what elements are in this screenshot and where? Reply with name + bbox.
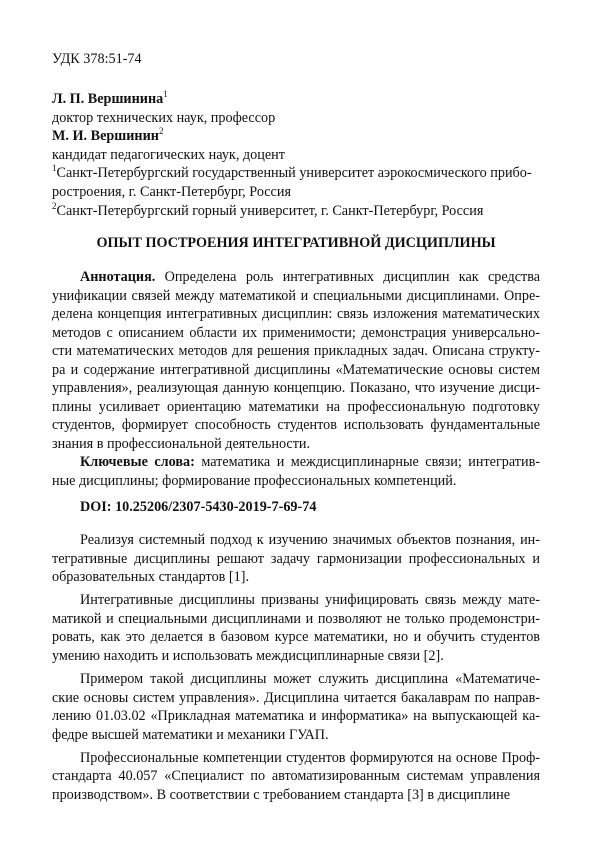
author-1 bbox=[52, 90, 540, 109]
author-1-sup: 1 bbox=[163, 89, 168, 99]
keywords-label: Ключевые слова: bbox=[80, 454, 195, 471]
body-paragraph-1: Реализуя системный подход к изучению значимых объектов познания, ин-тегративные дисциплины решают задачу гармонизации профессиональных и образовательных стандартов [1]. bbox=[52, 532, 540, 586]
affiliation-2-line1: Санкт-Петербургский горный университет, г. Санкт-Петербург, Россия bbox=[56, 202, 484, 219]
article-title: ОПЫТ ПОСТРОЕНИЯ ИНТЕГРАТИВНОЙ ДИСЦИПЛИНЫ bbox=[96, 235, 496, 251]
body-paragraph-4: Профессиональные компетенции студентов формируются на основе Проф-стандарта 40.057 «Специалист по автоматизированным системам управления производством». В соответствии с требованием стандарта [3] в дисциплине bbox=[52, 749, 540, 803]
author-1-degree: доктор технических наук, профессор bbox=[52, 109, 276, 126]
author-1-name: Л. П. Вершинина bbox=[52, 91, 164, 107]
affiliation-1-sup: 1 bbox=[52, 163, 57, 174]
affiliation-1 bbox=[52, 164, 540, 183]
authors-block bbox=[52, 90, 540, 220]
body-paragraph-2: Интегративные дисциплины призваны унифицировать связь между мате-матикой и специальными дисциплинами и позволяют не только продемонстри-ровать, как это делается в базовом курсе математики, но и обучить студентов умению находить и использовать междисциплинарные связи [2]. bbox=[52, 592, 540, 664]
keywords-paragraph bbox=[52, 453, 540, 490]
doi: DOI: 10.25206/2307-5430-2019-7-69-74 bbox=[80, 499, 317, 515]
author-2-sup: 2 bbox=[158, 126, 164, 137]
abstract-label: Аннотация. bbox=[80, 269, 156, 285]
abstract-text: Определена роль интегративных дисциплин как средства унификации связей между математикой и специальными дисциплинами. Опре-делена концепция интегративных дисциплин: связь изложения математических методов с описанием области их применимости; демонстрация универсально-сти математических методов для решения прикладных задач. Описана структу-ра и содержание интегративной дисциплины «Математические основы систем управления», реализующая данную концепцию. Показано, что изучение дисци-плины усиливает ориентацию математики на профессиональную подготовку студентов, формирует способность студентов использовать фундаментальные знания в профессиональной деятельности. bbox=[52, 269, 541, 452]
keywords-text: математика и междисциплинарные связи; интегратив-ные дисциплины; формирование профессиональных компетенций. bbox=[52, 454, 540, 490]
affiliation-1-line1: Санкт-Петербургский государственный университет аэрокосмического прибо- bbox=[56, 165, 532, 182]
author-2 bbox=[52, 127, 540, 146]
body-paragraph-3: Примером такой дисциплины может служить дисциплина «Математиче-ские основы систем управления». Дисциплина читается бакалаврам по направ-лению 01.03.02 «Прикладная математика и информатика» на выпускающей ка-федре высшей математики и механики ГУАП. bbox=[52, 670, 540, 743]
author-2-degree: кандидат педагогических наук, доцент bbox=[52, 146, 285, 163]
body-text bbox=[52, 531, 540, 809]
author-2-name: М. И. Вершинин bbox=[52, 128, 159, 145]
affiliation-2-sup: 2 bbox=[52, 200, 57, 211]
affiliation-2 bbox=[52, 202, 540, 221]
udc-code: УДК 378:51-74 bbox=[52, 51, 142, 67]
abstract-paragraph bbox=[52, 268, 540, 453]
affiliation-1-line2: ростроения, г. Санкт-Петербург, Россия bbox=[52, 183, 291, 200]
abstract-block bbox=[52, 268, 540, 491]
